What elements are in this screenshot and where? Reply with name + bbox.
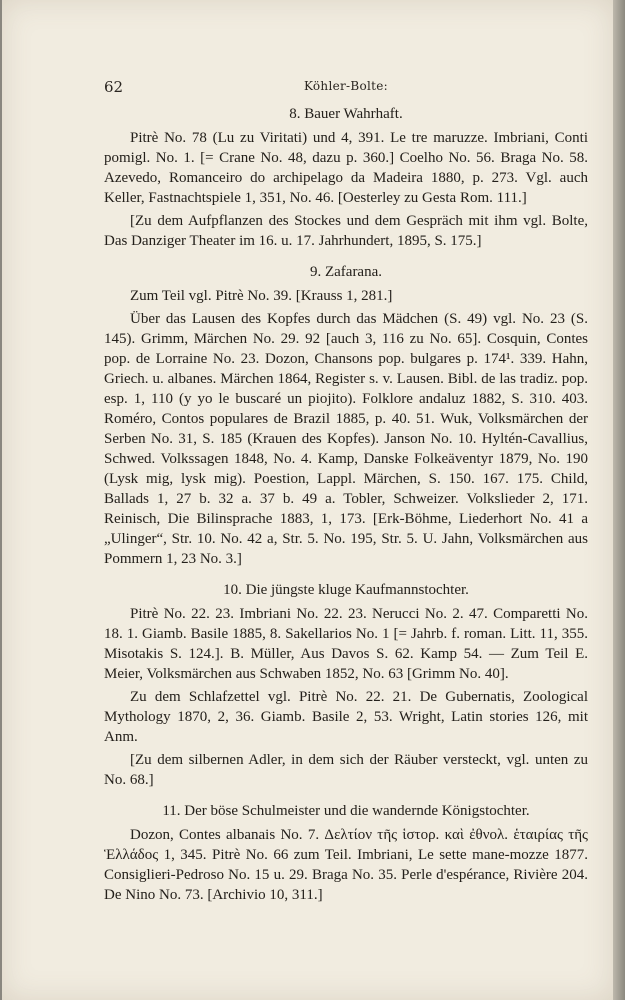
section-heading [104,104,588,124]
section-8 [104,104,588,251]
section-11 [104,801,588,905]
section-heading-text: 11. Der böse Schulmeister und die wandernde Königstochter. [162,803,530,819]
section-heading [104,580,588,600]
section-paragraph: [Zu dem silbernen Adler, in dem sich der Räuber versteckt, vgl. unten zu No. 68.] [104,752,588,788]
section-paragraph: Über das Lausen des Kopfes durch das Mädchen (S. 49) vgl. No. 23 (S. 145). Grimm, Märchen No. 29. 92 [auch 3, 116 zu No. 65]. Cosquin, Contes pop. de Lorraine No. 23. Dozon, Chansons pop. bulgares p. 174¹. 339. Hahn, Griech. u. albanes. Märchen 1864, Register s. v. Lausen. Bibl. de las tradiz. pop. esp. 1, 110 (y yo le buscaré un piojito). Folklore andaluz 1882, S. 310. 403. Roméro, Contos populares de Brazil 1885, p. 40. 51. Wuk, Volksmärchen der Serben No. 31, S. 185 (Krauen des Kopfes). Janson No. 10. Hyltén-Cavallius, Schwed. Volkssagen 1848, No. 4. Kamp, Danske Folkeäventyr 1879, No. 190 (Lysk mig, lysk mig). Poestion, Lappl. Märchen, S. 150. 167. 175. Child, Ballads 1, 27 b. 32 a. 37 b. 49 a. Tobler, Schweizer. Volkslieder 2, 171. Reinisch, Die Bilinsprache 1883, 1, 173. [Erk-Böhme, Liederhort No. 41 a „Ulinger“, Str. 10. No. 42 a, Str. 5. No. 195, Str. 5. U. Jahn, Volksmärchen aus Pommern 1, 23 No. 3.] [104,311,588,567]
section-paragraph: Zum Teil vgl. Pitrè No. 39. [Krauss 1, 281.] [130,288,393,304]
page-header [104,78,588,98]
section-paragraph: [Zu dem Aufpflanzen des Stockes und dem Gespräch mit ihm vgl. Bolte, Das Danziger Theater im 16. u. 17. Jahrhundert, 1895, S. 175.] [104,213,588,249]
section-10 [104,580,588,790]
section-heading-text: 8. Bauer Wahrhaft. [289,106,403,122]
section-heading-text: 10. Die jüngste kluge Kaufmannstochter. [223,582,469,598]
section-heading-text: 9. Zafarana. [309,264,383,280]
section-paragraph: Zu dem Schlafzettel vgl. Pitrè No. 22. 21. De Gubernatis, Zoological Mythology 1870, 2, 36. Giamb. Basile 2, 53. Wright, Latin stories 126, mit Anm. [104,689,588,745]
section-paragraph: Pitrè No. 22. 23. Imbriani No. 22. 23. Nerucci No. 2. 47. Comparetti No. 18. 1. Giamb. Basile 1885, 8. Sakellarios No. 1 [= Jahrb. f. roman. Litt. 11, 355. Misotakis S. 124.]. B. Müller, Aus Davos S. 62. Kamp 54. — Zum Teil E. Meier, Volksmärchen aus Schwaben 1852, No. 63 [Grimm No. 40]. [104,606,588,682]
next-page-edge [613,0,625,1000]
page-body [104,104,588,908]
section-paragraph: Dozon, Contes albanais No. 7. Δελτίον τῆς ἱστορ. καὶ ἐθνολ. ἑταιρίας τῆς Ἑλλάδος 1, 345. Pitrè No. 66 zum Teil. Imbriani, Le sette mane-mozze 1877. Consiglieri-Pedroso No. 15 u. 29. Braga No. 35. Perle d'espérance, Rivière 204. De Nino No. 73. [Archivio 10, 311.] [104,827,588,903]
page-number: 62 [104,78,124,96]
section-paragraph: Pitrè No. 78 (Lu zu Viritati) und 4, 391. Le tre maruzze. Imbriani, Conti pomigl. No. 1. [= Crane No. 48, dazu p. 360.] Coelho No. 56. Braga No. 58. Azevedo, Romanceiro do archipelago da Madeira 1880, p. 273. Vgl. auch Keller, Fastnachtspiele 1, 351, No. 46. [Oesterley zu Gesta Rom. 111.] [104,130,588,206]
section-9 [104,262,588,569]
running-title: Köhler-Bolte: [303,79,389,93]
section-heading [104,262,588,282]
section-heading [104,801,588,821]
